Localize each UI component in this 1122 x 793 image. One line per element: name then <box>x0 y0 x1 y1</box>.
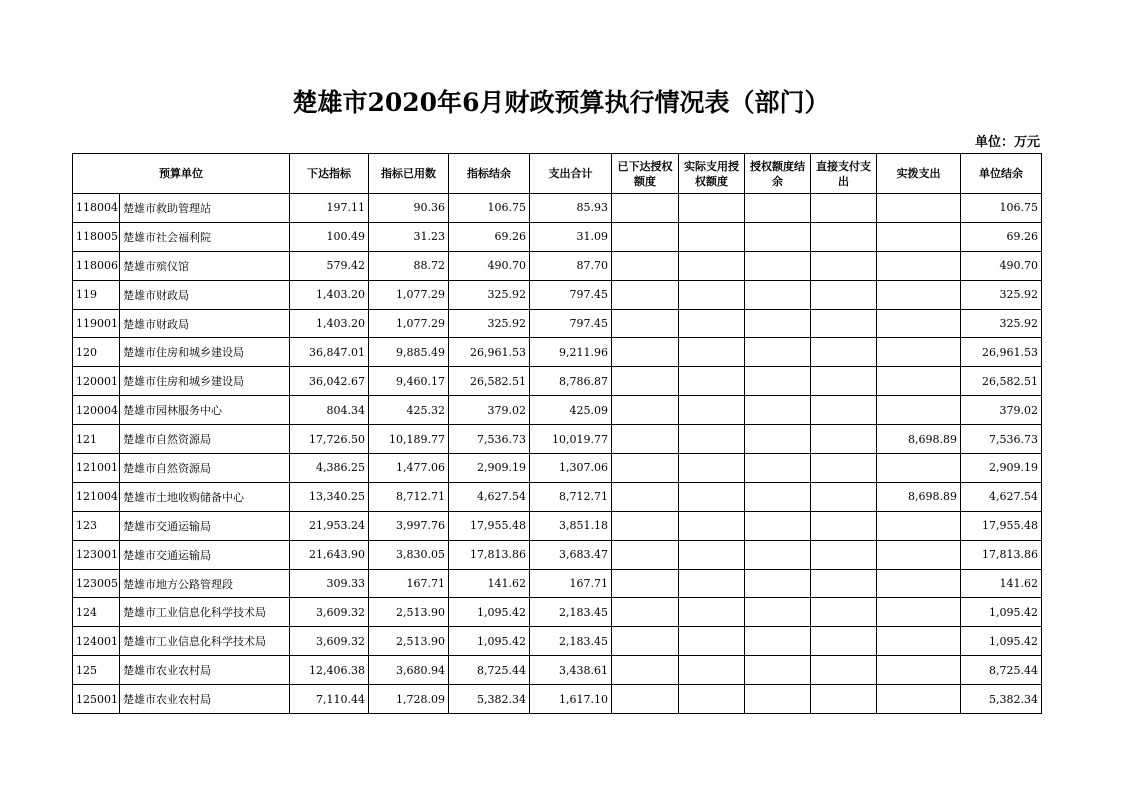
cell-used: 425.32 <box>369 396 449 425</box>
cell-auth-issued <box>612 598 679 627</box>
cell-unit-balance: 17,813.86 <box>961 540 1042 569</box>
cell-used: 2,513.90 <box>369 627 449 656</box>
cell-used: 1,477.06 <box>369 454 449 483</box>
cell-balance: 8,725.44 <box>449 656 530 685</box>
cell-unit-balance: 106.75 <box>961 194 1042 223</box>
cell-unit-balance: 1,095.42 <box>961 598 1042 627</box>
cell-auth-issued <box>612 251 679 280</box>
header-index-balance: 指标结余 <box>449 154 530 194</box>
cell-auth-issued <box>612 482 679 511</box>
header-direct-payment: 直接支付支出 <box>811 154 877 194</box>
header-unit-name: 预算单位 <box>73 154 290 194</box>
cell-auth-balance <box>745 280 811 309</box>
cell-unit-name: 楚雄市救助管理站 <box>120 194 290 223</box>
cell-auth-balance <box>745 511 811 540</box>
cell-auth-used <box>679 656 745 685</box>
cell-balance: 490.70 <box>449 251 530 280</box>
cell-direct <box>811 309 877 338</box>
cell-used: 3,680.94 <box>369 656 449 685</box>
cell-unit-balance: 379.02 <box>961 396 1042 425</box>
cell-unit-name: 楚雄市工业信息化科学技术局 <box>120 598 290 627</box>
cell-auth-balance <box>745 309 811 338</box>
cell-balance: 5,382.34 <box>449 685 530 714</box>
cell-total: 425.09 <box>530 396 612 425</box>
cell-unit-name: 楚雄市交通运输局 <box>120 511 290 540</box>
cell-direct <box>811 454 877 483</box>
cell-auth-used <box>679 194 745 223</box>
cell-allocated <box>877 454 961 483</box>
cell-auth-used <box>679 598 745 627</box>
cell-unit-balance: 26,961.53 <box>961 338 1042 367</box>
cell-unit-name: 楚雄市农业农村局 <box>120 656 290 685</box>
cell-unit-balance: 7,536.73 <box>961 425 1042 454</box>
cell-balance: 325.92 <box>449 280 530 309</box>
budget-execution-table <box>72 153 1042 714</box>
cell-direct <box>811 598 877 627</box>
cell-code: 118006 <box>73 251 120 280</box>
cell-auth-used <box>679 425 745 454</box>
cell-code: 120 <box>73 338 120 367</box>
cell-unit-balance: 1,095.42 <box>961 627 1042 656</box>
cell-auth-issued <box>612 396 679 425</box>
cell-code: 121004 <box>73 482 120 511</box>
cell-issued: 1,403.20 <box>290 280 369 309</box>
cell-used: 1,728.09 <box>369 685 449 714</box>
cell-total: 2,183.45 <box>530 627 612 656</box>
cell-unit-name: 楚雄市住房和城乡建设局 <box>120 367 290 396</box>
cell-issued: 36,847.01 <box>290 338 369 367</box>
cell-direct <box>811 685 877 714</box>
cell-allocated <box>877 338 961 367</box>
cell-code: 125 <box>73 656 120 685</box>
cell-allocated <box>877 627 961 656</box>
cell-auth-used <box>679 627 745 656</box>
table-row <box>73 338 1042 367</box>
cell-unit-balance: 490.70 <box>961 251 1042 280</box>
unit-label: 单位：万元 <box>974 135 1040 150</box>
cell-auth-balance <box>745 222 811 251</box>
cell-issued: 21,643.90 <box>290 540 369 569</box>
cell-code: 123005 <box>73 569 120 598</box>
cell-auth-issued <box>612 627 679 656</box>
cell-unit-balance: 2,909.19 <box>961 454 1042 483</box>
cell-direct <box>811 338 877 367</box>
cell-unit-name: 楚雄市财政局 <box>120 280 290 309</box>
cell-auth-issued <box>612 194 679 223</box>
cell-direct <box>811 482 877 511</box>
cell-auth-balance <box>745 656 811 685</box>
cell-total: 8,712.71 <box>530 482 612 511</box>
cell-issued: 197.11 <box>290 194 369 223</box>
table-body <box>73 194 1042 714</box>
cell-balance: 17,955.48 <box>449 511 530 540</box>
cell-allocated <box>877 222 961 251</box>
cell-used: 90.36 <box>369 194 449 223</box>
table-row <box>73 280 1042 309</box>
cell-unit-balance: 5,382.34 <box>961 685 1042 714</box>
cell-balance: 141.62 <box>449 569 530 598</box>
cell-total: 85.93 <box>530 194 612 223</box>
cell-total: 9,211.96 <box>530 338 612 367</box>
cell-direct <box>811 367 877 396</box>
cell-allocated <box>877 251 961 280</box>
cell-allocated <box>877 309 961 338</box>
cell-auth-issued <box>612 425 679 454</box>
cell-auth-issued <box>612 656 679 685</box>
cell-unit-name: 楚雄市交通运输局 <box>120 540 290 569</box>
cell-auth-issued <box>612 222 679 251</box>
table-row <box>73 396 1042 425</box>
cell-direct <box>811 511 877 540</box>
cell-code: 121 <box>73 425 120 454</box>
cell-unit-name: 楚雄市财政局 <box>120 309 290 338</box>
cell-auth-used <box>679 454 745 483</box>
header-allocated: 实拨支出 <box>877 154 961 194</box>
cell-total: 10,019.77 <box>530 425 612 454</box>
cell-allocated <box>877 569 961 598</box>
table-row <box>73 482 1042 511</box>
cell-auth-issued <box>612 569 679 598</box>
cell-issued: 309.33 <box>290 569 369 598</box>
cell-auth-used <box>679 482 745 511</box>
report-title: 楚雄市2020年6月财政预算执行情况表（部门） <box>292 88 830 117</box>
cell-auth-issued <box>612 540 679 569</box>
cell-auth-used <box>679 338 745 367</box>
table-row <box>73 569 1042 598</box>
cell-unit-balance: 8,725.44 <box>961 656 1042 685</box>
cell-total: 1,617.10 <box>530 685 612 714</box>
cell-auth-issued <box>612 511 679 540</box>
table-row <box>73 627 1042 656</box>
cell-auth-balance <box>745 540 811 569</box>
cell-allocated <box>877 280 961 309</box>
cell-auth-used <box>679 511 745 540</box>
cell-auth-used <box>679 396 745 425</box>
cell-allocated <box>877 540 961 569</box>
cell-auth-balance <box>745 482 811 511</box>
cell-code: 120004 <box>73 396 120 425</box>
cell-direct <box>811 425 877 454</box>
cell-issued: 12,406.38 <box>290 656 369 685</box>
table-row <box>73 194 1042 223</box>
cell-used: 88.72 <box>369 251 449 280</box>
table-row <box>73 309 1042 338</box>
table-row <box>73 540 1042 569</box>
cell-issued: 3,609.32 <box>290 627 369 656</box>
cell-code: 124 <box>73 598 120 627</box>
cell-auth-used <box>679 685 745 714</box>
cell-issued: 3,609.32 <box>290 598 369 627</box>
header-auth-balance: 授权额度结余 <box>745 154 811 194</box>
table-row <box>73 598 1042 627</box>
cell-unit-name: 楚雄市自然资源局 <box>120 425 290 454</box>
cell-used: 3,997.76 <box>369 511 449 540</box>
cell-unit-name: 楚雄市土地收购储备中心 <box>120 482 290 511</box>
cell-allocated <box>877 598 961 627</box>
header-unit-balance: 单位结余 <box>961 154 1042 194</box>
cell-allocated <box>877 656 961 685</box>
cell-unit-balance: 17,955.48 <box>961 511 1042 540</box>
cell-balance: 7,536.73 <box>449 425 530 454</box>
cell-balance: 26,961.53 <box>449 338 530 367</box>
cell-used: 10,189.77 <box>369 425 449 454</box>
cell-auth-issued <box>612 367 679 396</box>
cell-unit-balance: 325.92 <box>961 280 1042 309</box>
cell-code: 123001 <box>73 540 120 569</box>
cell-auth-balance <box>745 338 811 367</box>
cell-auth-balance <box>745 194 811 223</box>
cell-auth-issued <box>612 454 679 483</box>
cell-used: 31.23 <box>369 222 449 251</box>
cell-used: 9,460.17 <box>369 367 449 396</box>
cell-auth-balance <box>745 598 811 627</box>
cell-auth-balance <box>745 396 811 425</box>
cell-auth-balance <box>745 425 811 454</box>
cell-direct <box>811 251 877 280</box>
cell-unit-name: 楚雄市社会福利院 <box>120 222 290 251</box>
cell-direct <box>811 627 877 656</box>
cell-auth-issued <box>612 685 679 714</box>
cell-balance: 69.26 <box>449 222 530 251</box>
cell-total: 2,183.45 <box>530 598 612 627</box>
cell-total: 3,683.47 <box>530 540 612 569</box>
cell-total: 167.71 <box>530 569 612 598</box>
cell-auth-balance <box>745 367 811 396</box>
cell-direct <box>811 540 877 569</box>
cell-balance: 1,095.42 <box>449 627 530 656</box>
cell-allocated <box>877 685 961 714</box>
cell-allocated <box>877 396 961 425</box>
cell-code: 118005 <box>73 222 120 251</box>
cell-unit-name: 楚雄市殡仪馆 <box>120 251 290 280</box>
cell-auth-balance <box>745 627 811 656</box>
cell-total: 3,438.61 <box>530 656 612 685</box>
cell-balance: 2,909.19 <box>449 454 530 483</box>
cell-unit-balance: 141.62 <box>961 569 1042 598</box>
cell-total: 797.45 <box>530 309 612 338</box>
cell-allocated <box>877 194 961 223</box>
cell-unit-balance: 69.26 <box>961 222 1042 251</box>
table-row <box>73 454 1042 483</box>
cell-total: 87.70 <box>530 251 612 280</box>
cell-balance: 4,627.54 <box>449 482 530 511</box>
cell-code: 118004 <box>73 194 120 223</box>
cell-allocated: 8,698.89 <box>877 482 961 511</box>
cell-code: 120001 <box>73 367 120 396</box>
cell-total: 31.09 <box>530 222 612 251</box>
cell-allocated <box>877 367 961 396</box>
cell-balance: 17,813.86 <box>449 540 530 569</box>
cell-used: 1,077.29 <box>369 309 449 338</box>
cell-auth-used <box>679 222 745 251</box>
cell-direct <box>811 656 877 685</box>
header-auth-used: 实际支用授权额度 <box>679 154 745 194</box>
cell-auth-balance <box>745 251 811 280</box>
cell-auth-used <box>679 309 745 338</box>
cell-balance: 26,582.51 <box>449 367 530 396</box>
cell-total: 797.45 <box>530 280 612 309</box>
cell-issued: 1,403.20 <box>290 309 369 338</box>
cell-used: 1,077.29 <box>369 280 449 309</box>
cell-unit-balance: 26,582.51 <box>961 367 1042 396</box>
cell-balance: 379.02 <box>449 396 530 425</box>
cell-allocated: 8,698.89 <box>877 425 961 454</box>
cell-unit-name: 楚雄市园林服务中心 <box>120 396 290 425</box>
cell-unit-name: 楚雄市住房和城乡建设局 <box>120 338 290 367</box>
cell-total: 1,307.06 <box>530 454 612 483</box>
cell-issued: 17,726.50 <box>290 425 369 454</box>
cell-used: 2,513.90 <box>369 598 449 627</box>
cell-unit-name: 楚雄市地方公路管理段 <box>120 569 290 598</box>
cell-auth-used <box>679 367 745 396</box>
table-header-row <box>73 154 1042 194</box>
cell-unit-balance: 4,627.54 <box>961 482 1042 511</box>
cell-unit-name: 楚雄市农业农村局 <box>120 685 290 714</box>
cell-direct <box>811 194 877 223</box>
cell-auth-used <box>679 280 745 309</box>
cell-issued: 21,953.24 <box>290 511 369 540</box>
cell-issued: 579.42 <box>290 251 369 280</box>
cell-code: 125001 <box>73 685 120 714</box>
cell-direct <box>811 569 877 598</box>
cell-direct <box>811 280 877 309</box>
cell-used: 9,885.49 <box>369 338 449 367</box>
cell-auth-used <box>679 540 745 569</box>
cell-issued: 100.49 <box>290 222 369 251</box>
cell-used: 167.71 <box>369 569 449 598</box>
table-row <box>73 656 1042 685</box>
cell-code: 121001 <box>73 454 120 483</box>
cell-unit-name: 楚雄市工业信息化科学技术局 <box>120 627 290 656</box>
table-row <box>73 425 1042 454</box>
cell-issued: 7,110.44 <box>290 685 369 714</box>
cell-issued: 13,340.25 <box>290 482 369 511</box>
cell-balance: 1,095.42 <box>449 598 530 627</box>
header-index-used: 指标已用数 <box>369 154 449 194</box>
cell-total: 8,786.87 <box>530 367 612 396</box>
header-issued-index: 下达指标 <box>290 154 369 194</box>
cell-issued: 4,386.25 <box>290 454 369 483</box>
cell-auth-used <box>679 569 745 598</box>
cell-code: 124001 <box>73 627 120 656</box>
cell-unit-balance: 325.92 <box>961 309 1042 338</box>
cell-code: 119 <box>73 280 120 309</box>
table-row <box>73 511 1042 540</box>
cell-auth-balance <box>745 685 811 714</box>
table-row <box>73 251 1042 280</box>
cell-allocated <box>877 511 961 540</box>
table-row <box>73 685 1042 714</box>
header-expenditure-total: 支出合计 <box>530 154 612 194</box>
cell-auth-used <box>679 251 745 280</box>
cell-issued: 36,042.67 <box>290 367 369 396</box>
cell-auth-issued <box>612 338 679 367</box>
cell-code: 123 <box>73 511 120 540</box>
cell-unit-name: 楚雄市自然资源局 <box>120 454 290 483</box>
cell-used: 3,830.05 <box>369 540 449 569</box>
table-row <box>73 367 1042 396</box>
cell-balance: 106.75 <box>449 194 530 223</box>
cell-auth-issued <box>612 309 679 338</box>
cell-issued: 804.34 <box>290 396 369 425</box>
cell-auth-issued <box>612 280 679 309</box>
cell-direct <box>811 396 877 425</box>
cell-balance: 325.92 <box>449 309 530 338</box>
cell-auth-balance <box>745 454 811 483</box>
cell-auth-balance <box>745 569 811 598</box>
cell-direct <box>811 222 877 251</box>
table-row <box>73 222 1042 251</box>
cell-code: 119001 <box>73 309 120 338</box>
header-auth-issued: 已下达授权额度 <box>612 154 679 194</box>
cell-total: 3,851.18 <box>530 511 612 540</box>
cell-used: 8,712.71 <box>369 482 449 511</box>
